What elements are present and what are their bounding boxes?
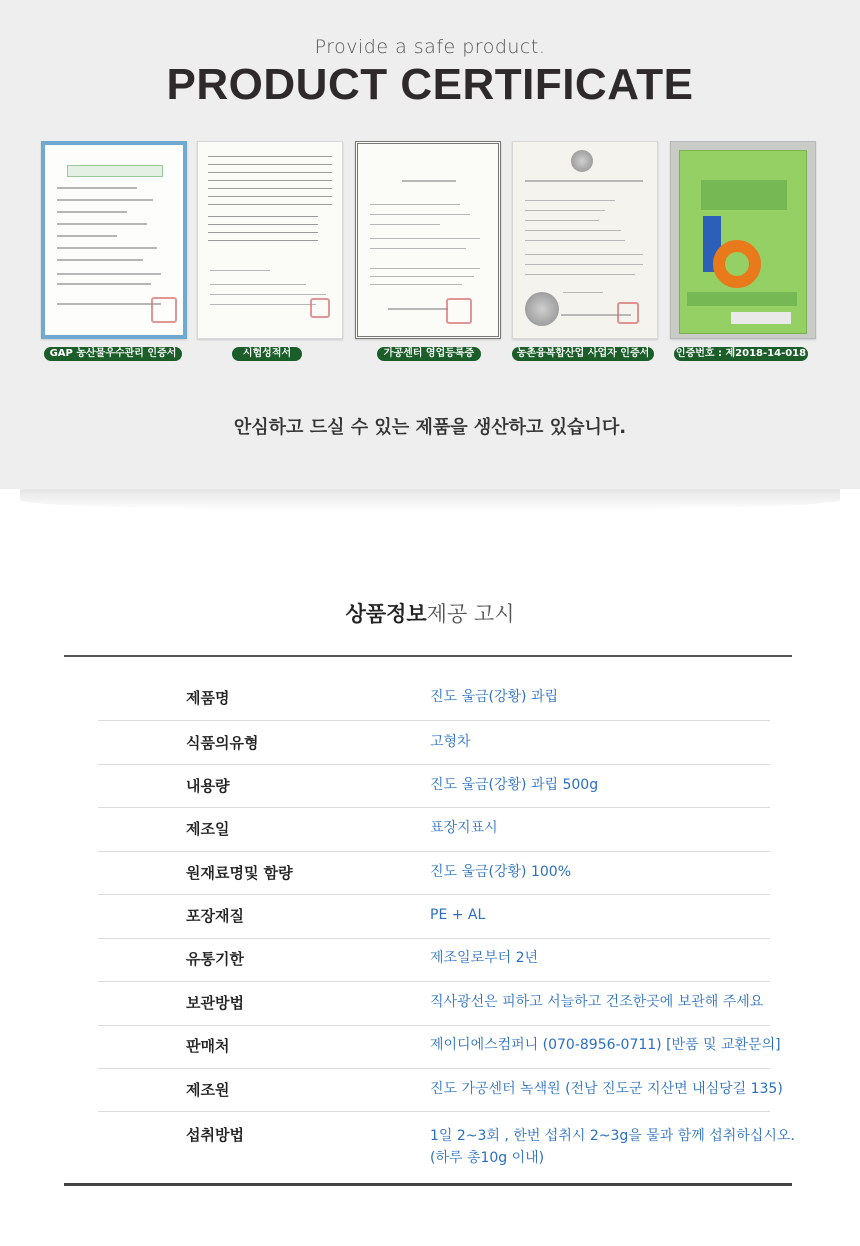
info-row-value: 진도 가공센터 녹색원 (전남 진도군 지산면 내심당길 135) — [430, 1081, 783, 1097]
info-row-value: 고형차 — [430, 734, 471, 750]
info-row-value: 진도 울금(강황) 100% — [430, 864, 571, 880]
info-row-value: 진도 울금(강황) 과립 500g — [430, 777, 599, 793]
info-row-expiry — [98, 939, 770, 982]
certificate-item-business-registration — [355, 141, 501, 339]
certification-plaque-image — [670, 141, 816, 339]
certificate-item-gap — [41, 141, 187, 339]
info-row-label: 식품의유형 — [186, 734, 259, 752]
info-row-content-amount — [98, 765, 770, 808]
info-row-label: 제품명 — [186, 689, 230, 707]
info-row-manufacturer — [98, 1069, 783, 1112]
certificate-label-business-registration: 가공센터 영업등록증 — [377, 347, 481, 361]
business-registration-image — [355, 141, 501, 339]
info-row-value: 제이디에스컴퍼니 (070-8956-0711) [반품 및 교환문의] — [430, 1037, 781, 1053]
product-info-title — [0, 598, 860, 628]
certificate-section — [0, 0, 860, 489]
info-row-label: 제조원 — [186, 1081, 230, 1099]
test-report-image — [197, 141, 343, 339]
info-row-value: 진도 울금(강황) 과립 — [430, 689, 559, 705]
certificate-label-test-report: 시험성적서 — [232, 347, 302, 361]
info-row-value: PE + AL — [430, 907, 486, 923]
certificate-title: PRODUCT CERTIFICATE — [166, 60, 694, 109]
info-row-label: 포장재질 — [186, 907, 244, 925]
certificate-item-plaque — [670, 141, 816, 339]
info-row-product-name — [98, 677, 770, 721]
certificate-label-gap: GAP 농산물우수관리 인증서 — [44, 347, 182, 361]
gap-certificate-image — [41, 141, 187, 339]
info-row-label: 내용량 — [186, 777, 230, 795]
certificate-label-plaque: 인증번호 : 제2018-14-018 — [675, 348, 807, 359]
business-certificate-image — [512, 141, 658, 339]
certificate-item-business-certificate — [512, 141, 658, 339]
certificate-subtitle: Provide a safe product. — [314, 36, 546, 58]
info-row-label: 섭취방법 — [186, 1126, 244, 1144]
info-row-value: 표장지표시 — [430, 820, 498, 836]
product-info-title-light: 제공 고시 — [426, 602, 515, 626]
info-row-label: 원재료명및 함량 — [186, 864, 293, 882]
info-row-storage — [98, 982, 770, 1026]
certificate-item-test-report — [197, 141, 343, 339]
info-row-intake — [98, 1112, 795, 1182]
info-row-label: 유통기한 — [186, 950, 244, 968]
info-row-value: 제조일로부터 2년 — [430, 950, 539, 966]
info-row-label: 판매처 — [186, 1037, 230, 1055]
info-row-seller — [98, 1026, 781, 1069]
info-row-label: 제조일 — [186, 820, 230, 838]
info-row-manufacture-date — [98, 808, 770, 852]
certificate-description: 안심하고 드실 수 있는 제품을 생산하고 있습니다. — [233, 417, 627, 438]
info-row-food-type — [98, 721, 770, 765]
info-row-label: 보관방법 — [186, 994, 244, 1012]
table-bottom-border — [64, 1183, 792, 1186]
info-row-ingredients — [98, 852, 770, 895]
info-row-value-second-line: (하루 총10g 이내) — [430, 1150, 545, 1166]
info-row-packaging — [98, 895, 770, 939]
certificate-label-business-certificate: 농촌융복합산업 사업자 인증서 — [512, 347, 654, 361]
info-row-value: 1일 2~3회 , 한번 섭취시 2~3g을 물과 함께 섭취하십시오. — [430, 1128, 795, 1144]
section-shadow — [20, 489, 840, 511]
product-info-title-bold: 상품정보 — [345, 602, 427, 626]
table-top-border — [64, 655, 792, 657]
info-row-value: 직사광선은 피하고 서늘하고 건조한곳에 보관해 주세요 — [430, 994, 764, 1010]
